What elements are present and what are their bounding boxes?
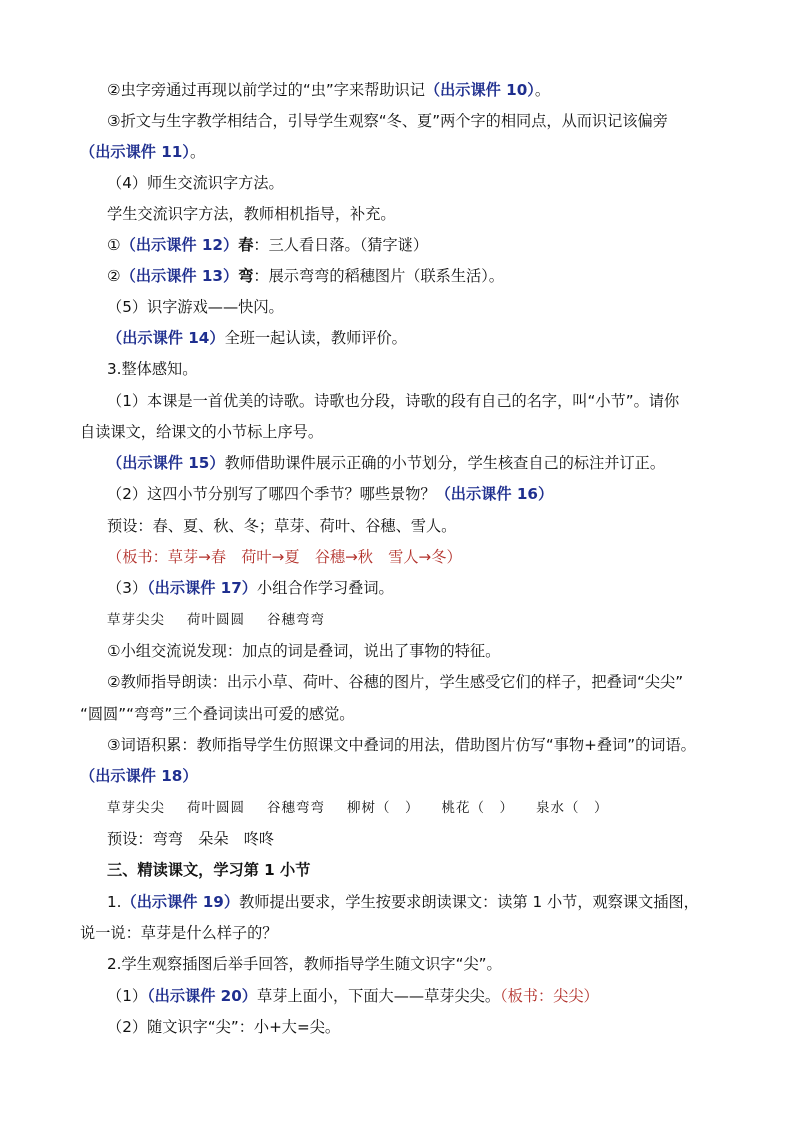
target-character: 弯 bbox=[238, 267, 254, 285]
body-text: 。 bbox=[534, 81, 551, 99]
courseware-reference: （出示课件 17） bbox=[147, 579, 257, 597]
paragraph-line bbox=[80, 142, 205, 162]
section-heading bbox=[107, 359, 197, 379]
word-item: 草芽尖尖 bbox=[107, 612, 165, 628]
paragraph-line bbox=[107, 578, 394, 598]
word-item: 谷穗弯弯 bbox=[267, 612, 325, 628]
body-text: （4）师生交流识字方法。 bbox=[107, 174, 284, 192]
courseware-reference: （出示课件 15） bbox=[107, 454, 225, 472]
word-blank: 柳树（ ） bbox=[347, 800, 420, 816]
body-text: ①小组交流说发现：加点的词是叠词，说出了事物的特征。 bbox=[107, 642, 501, 660]
paragraph-line bbox=[107, 892, 699, 912]
paragraph-line bbox=[107, 484, 553, 504]
body-text: 小组合作学习叠词。 bbox=[257, 579, 394, 597]
courseware-reference: （出示课件 10） bbox=[424, 81, 535, 99]
section-heading bbox=[107, 860, 310, 880]
word-item: 草芽尖尖 bbox=[107, 800, 165, 816]
body-text: （1） bbox=[107, 987, 148, 1005]
body-text: 。 bbox=[189, 143, 206, 161]
paragraph-line bbox=[107, 173, 284, 193]
body-text: ：三人看日落。（猜字谜） bbox=[253, 236, 429, 254]
body-text: 1. bbox=[107, 893, 122, 911]
body-text: （5）识字游戏——快闪。 bbox=[107, 298, 284, 316]
paragraph-line bbox=[80, 704, 354, 724]
paragraph-line bbox=[107, 204, 396, 224]
body-text: ① bbox=[107, 236, 121, 254]
paragraph-line bbox=[107, 391, 679, 411]
body-text: 2.学生观察插图后举手回答，教师指导学生随文识字“尖”。 bbox=[107, 955, 502, 973]
paragraph-line bbox=[107, 829, 274, 849]
courseware-reference: （出示课件 16） bbox=[435, 485, 554, 503]
body-text: 说一说：草芽是什么样子的？ bbox=[80, 924, 278, 942]
paragraph-line bbox=[107, 453, 665, 473]
paragraph-line bbox=[107, 1017, 340, 1037]
body-text: 3.整体感知。 bbox=[107, 360, 198, 378]
courseware-reference: （出示课件 20） bbox=[147, 987, 257, 1005]
word-item: 荷叶圆圆 bbox=[187, 612, 245, 628]
paragraph-line bbox=[107, 641, 500, 661]
paragraph-line bbox=[107, 80, 550, 100]
body-text: 学生交流识字方法，教师相机指导，补充。 bbox=[107, 205, 396, 223]
heading-text: 三、精读课文，学习第 1 小节 bbox=[107, 861, 311, 879]
body-text: （2）这四小节分别写了哪四个季节？哪些景物？ bbox=[107, 485, 436, 503]
paragraph-line bbox=[80, 766, 198, 786]
word-item: 谷穗弯弯 bbox=[267, 800, 325, 816]
body-text: 预设：弯弯 朵朵 咚咚 bbox=[107, 830, 275, 848]
paragraph-line bbox=[107, 954, 502, 974]
body-text: 教师提出要求，学生按要求朗读课文：读第 1 小节，观察课文插图， bbox=[239, 893, 699, 911]
body-text: ：展示弯弯的稻穗图片（联系生活）。 bbox=[253, 267, 504, 285]
paragraph-line bbox=[107, 235, 428, 255]
paragraph-line bbox=[107, 111, 668, 131]
body-text: 全班一起认读，教师评价。 bbox=[224, 329, 407, 347]
paragraph-line bbox=[80, 422, 323, 442]
board-text: （板书：尖尖） bbox=[500, 987, 599, 1005]
word-blank: 桃花（ ） bbox=[441, 800, 514, 816]
courseware-reference: （出示课件 19） bbox=[121, 893, 240, 911]
body-text: 教师借助课件展示正确的小节划分，学生核查自己的标注并订正。 bbox=[224, 454, 665, 472]
board-text: （板书：草芽→春 荷叶→夏 谷穗→秋 雪人→冬） bbox=[107, 548, 462, 566]
courseware-reference: （出示课件 12） bbox=[120, 236, 239, 254]
courseware-reference: （出示课件 11） bbox=[80, 143, 190, 161]
paragraph-line bbox=[107, 328, 407, 348]
body-text: （3） bbox=[107, 579, 148, 597]
courseware-reference: （出示课件 18） bbox=[80, 767, 198, 785]
body-text: “圆圆”“弯弯”三个叠词读出可爱的感觉。 bbox=[80, 705, 355, 723]
paragraph-line bbox=[107, 735, 696, 755]
reduplicated-words-row bbox=[107, 610, 325, 630]
courseware-reference: （出示课件 13） bbox=[120, 267, 239, 285]
body-text: （1）本课是一首优美的诗歌。诗歌也分段，诗歌的段有自己的名字，叫“小节”。请你 bbox=[107, 392, 680, 410]
paragraph-line bbox=[107, 266, 504, 286]
paragraph-line bbox=[107, 297, 284, 317]
target-character: 春 bbox=[238, 236, 254, 254]
word-blank: 泉水（ ） bbox=[536, 800, 609, 816]
paragraph-line bbox=[107, 986, 599, 1006]
body-text: （2）随文识字“尖”：小+大=尖。 bbox=[107, 1018, 341, 1036]
paragraph-line bbox=[80, 923, 277, 943]
word-practice-row bbox=[107, 798, 609, 818]
body-text: ③折文与生字教学相结合，引导学生观察“冬、夏”两个字的相同点，从而识记该偏旁 bbox=[107, 112, 668, 130]
courseware-reference: （出示课件 14） bbox=[107, 329, 225, 347]
body-text: ③词语积累：教师指导学生仿照课文中叠词的用法，借助图片仿写“事物+叠词”的词语。 bbox=[107, 736, 696, 754]
paragraph-line bbox=[107, 672, 683, 692]
body-text: ②虫字旁通过再现以前学过的“虫”字来帮助识记 bbox=[107, 81, 425, 99]
body-text: ②教师指导朗读：出示小草、荷叶、谷穗的图片，学生感受它们的样子，把叠词“尖尖” bbox=[107, 673, 684, 691]
body-text: 草芽上面小，下面大——草芽尖尖。 bbox=[257, 987, 500, 1005]
body-text: ② bbox=[107, 267, 121, 285]
word-item: 荷叶圆圆 bbox=[187, 800, 245, 816]
board-writing bbox=[107, 547, 462, 567]
body-text: 预设：春、夏、秋、冬；草芽、荷叶、谷穗、雪人。 bbox=[107, 517, 457, 535]
paragraph-line bbox=[107, 516, 456, 536]
body-text: 自读课文，给课文的小节标上序号。 bbox=[80, 423, 323, 441]
